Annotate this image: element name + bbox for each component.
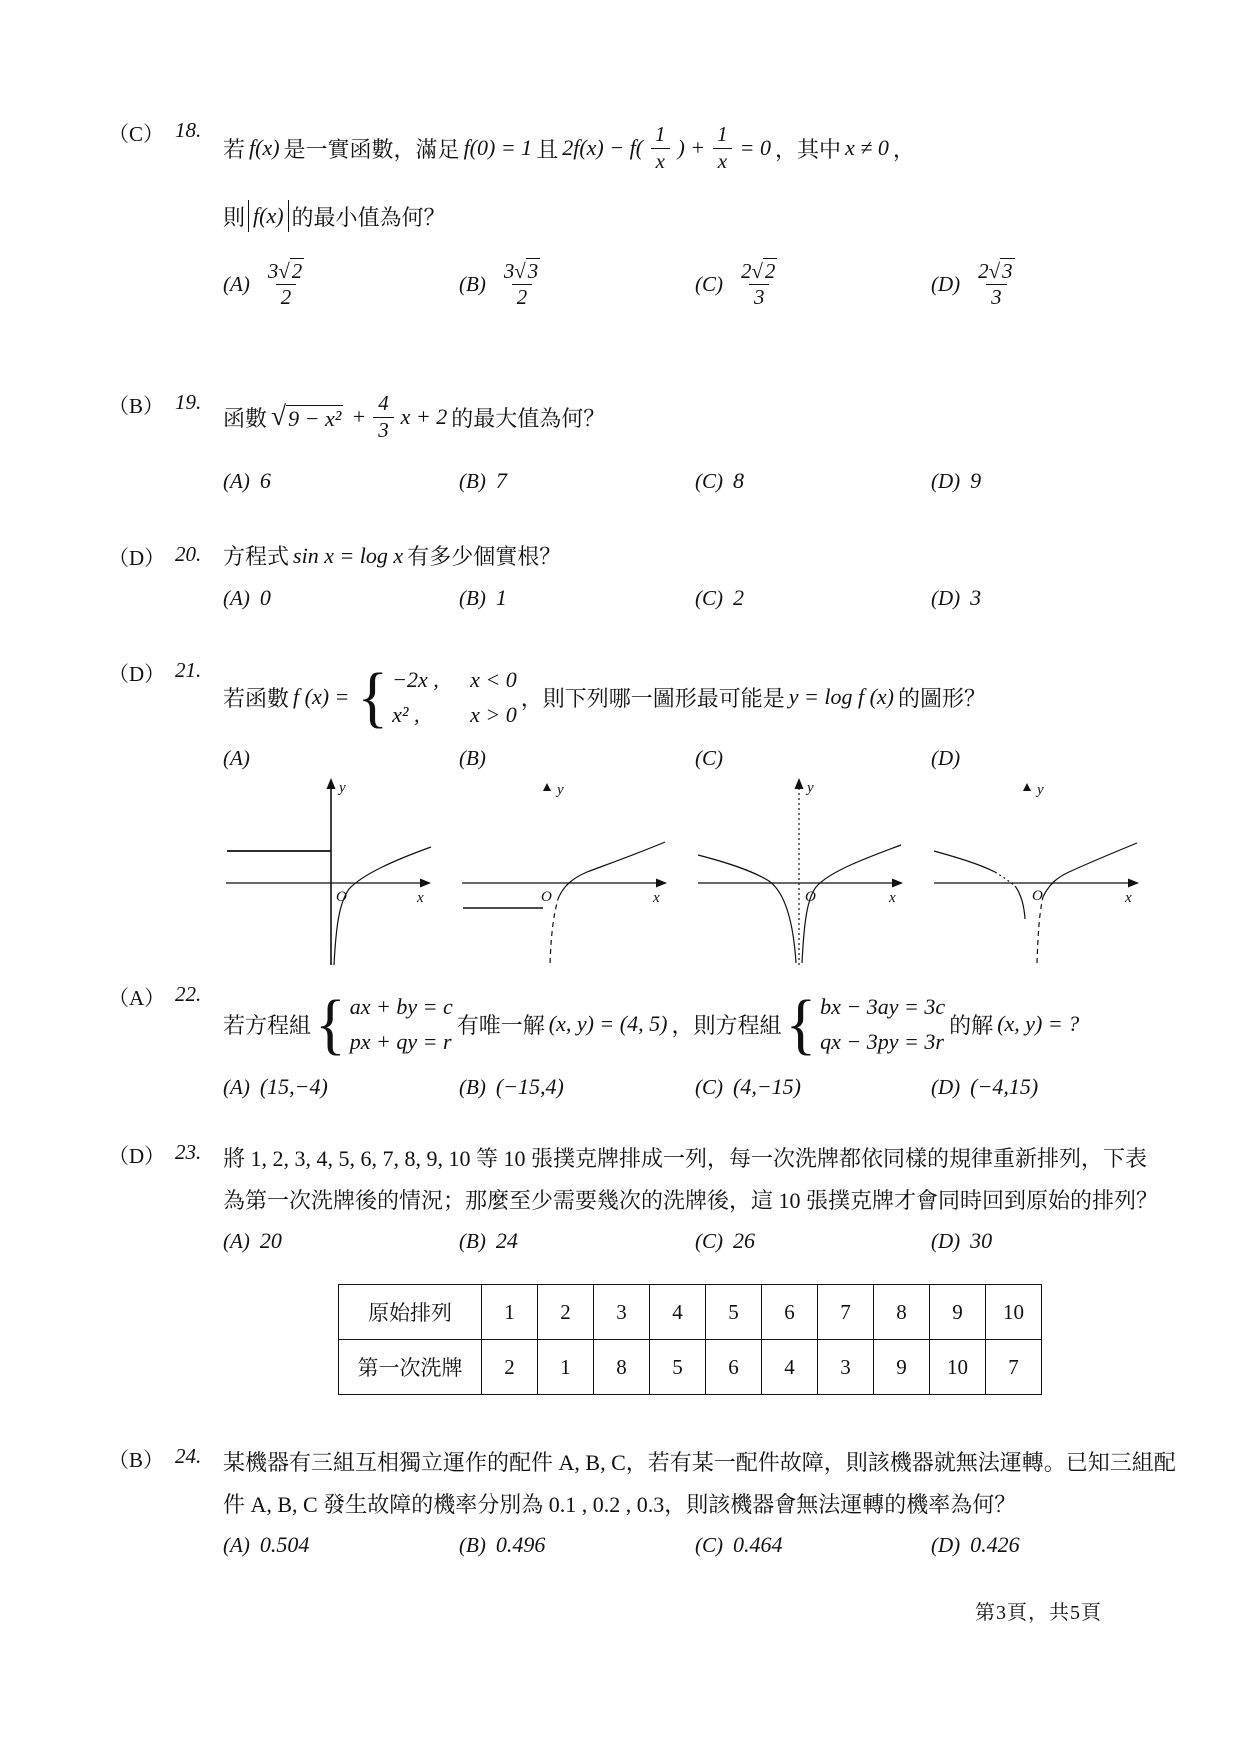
y-axis-arrow bbox=[1023, 783, 1031, 791]
option-value: 20 bbox=[259, 1228, 282, 1253]
log-curve bbox=[334, 847, 431, 965]
row-label: 原始排列 bbox=[339, 1285, 482, 1340]
equation: bx − 3ay = 3c bbox=[820, 993, 946, 1019]
table-cell: 9 bbox=[930, 1285, 986, 1340]
y-axis-arrow bbox=[327, 778, 336, 789]
text-run: ，則方程組 bbox=[671, 1012, 782, 1038]
piecewise-cases bbox=[357, 659, 517, 735]
question-number: 23. bbox=[175, 1140, 202, 1164]
y-axis-label: y bbox=[807, 780, 814, 796]
option-label: (B) bbox=[459, 272, 486, 297]
table-cell: 6 bbox=[762, 1285, 818, 1340]
x-axis-label: x bbox=[417, 890, 424, 906]
math-run: f (x) = bbox=[293, 684, 350, 709]
case-value: −2x , bbox=[392, 666, 439, 692]
numerator bbox=[736, 260, 782, 284]
option-label: (C) bbox=[695, 1074, 723, 1099]
text-run: 的最小值為何？ bbox=[291, 204, 446, 230]
shuffle-table bbox=[338, 1284, 1042, 1395]
table-cell: 4 bbox=[762, 1340, 818, 1395]
denominator: x bbox=[651, 148, 670, 173]
case-value: x² , bbox=[392, 701, 420, 727]
case-condition: x > 0 bbox=[470, 701, 517, 727]
option-b bbox=[459, 260, 695, 310]
table-cell: 5 bbox=[706, 1285, 762, 1340]
table-cell: 6 bbox=[706, 1340, 762, 1395]
math-run: (x, y) = (4, 5) bbox=[548, 1011, 668, 1036]
graph-option-a bbox=[223, 775, 459, 973]
answer-key: （C） bbox=[108, 122, 165, 146]
option-label: (D) bbox=[931, 1228, 961, 1253]
option-label: (C) bbox=[695, 585, 723, 610]
options-row bbox=[223, 1532, 1176, 1558]
option-label: (A) bbox=[223, 585, 250, 610]
option-label: (A) bbox=[223, 272, 250, 297]
option-b bbox=[459, 585, 695, 611]
fraction bbox=[736, 260, 782, 310]
option-label: (C) bbox=[695, 1532, 723, 1557]
fraction bbox=[499, 260, 545, 310]
denominator: 2 bbox=[512, 284, 532, 309]
denominator: x bbox=[713, 148, 732, 173]
option-value: (15,−4) bbox=[259, 1074, 328, 1099]
right-branch-curve bbox=[802, 845, 901, 963]
table-cell: 3 bbox=[818, 1340, 874, 1395]
option-value: 0.496 bbox=[495, 1532, 546, 1557]
graph-option-b bbox=[459, 775, 695, 973]
text-run: 是一實函數，滿足 bbox=[283, 136, 460, 162]
text-run: 則 bbox=[223, 204, 246, 230]
option-label: (C) bbox=[695, 468, 723, 493]
math-run: + bbox=[351, 404, 367, 429]
option-value: 7 bbox=[495, 468, 507, 493]
equation: qx − 3py = 3r bbox=[820, 1028, 944, 1054]
question-24 bbox=[108, 1442, 1176, 1558]
x-axis-label: x bbox=[889, 890, 896, 906]
graph-label-c: (C) bbox=[695, 746, 723, 770]
text-run: 方程式 bbox=[223, 544, 290, 569]
option-c bbox=[695, 260, 931, 310]
right-branch-dashed bbox=[1037, 897, 1043, 963]
text-run: 有多少個實根？ bbox=[407, 544, 562, 569]
y-axis-arrow bbox=[795, 778, 804, 789]
table-cell: 8 bbox=[874, 1285, 930, 1340]
numerator bbox=[263, 260, 309, 284]
graph-option-c bbox=[695, 775, 931, 973]
option-d bbox=[931, 1074, 1167, 1100]
option-value: (−15,4) bbox=[495, 1074, 564, 1099]
text-run: 且 bbox=[536, 136, 559, 162]
table-cell: 10 bbox=[986, 1285, 1042, 1340]
graph-label-d: (D) bbox=[931, 746, 961, 770]
origin-label: O bbox=[1032, 888, 1043, 904]
question-number: 22. bbox=[175, 982, 202, 1006]
option-label: (C) bbox=[695, 272, 723, 297]
math-run: (x, y) = ? bbox=[997, 1011, 1080, 1036]
option-b bbox=[459, 1074, 695, 1100]
answer-key: （B） bbox=[108, 1448, 165, 1472]
denominator: 3 bbox=[749, 284, 769, 309]
radical-expression bbox=[267, 401, 347, 433]
fraction bbox=[263, 260, 309, 310]
question-20 bbox=[108, 540, 1168, 611]
y-axis-arrow bbox=[543, 783, 551, 791]
options-row bbox=[223, 260, 1168, 310]
row-label: 第一次洗牌 bbox=[339, 1340, 482, 1395]
math-run: f(0) = 1 bbox=[463, 135, 533, 160]
coefficient: 3√ bbox=[503, 259, 526, 283]
table-cell: 2 bbox=[538, 1285, 594, 1340]
option-value: 2 bbox=[733, 585, 744, 610]
option-a bbox=[223, 260, 459, 310]
option-label: (A) bbox=[223, 1074, 250, 1099]
system-rows bbox=[350, 994, 453, 1055]
question-text bbox=[223, 116, 1168, 180]
coefficient: 3√ bbox=[267, 259, 290, 283]
question-text-line-1: 將 1, 2, 3, 4, 5, 6, 7, 8, 9, 10 等 10 張撲克牌排成一列，每一次洗牌都依同樣的規律重新排列，下表 bbox=[223, 1146, 1148, 1171]
radicand: 3 bbox=[1002, 259, 1013, 283]
table-cell: 1 bbox=[538, 1340, 594, 1395]
question-text bbox=[223, 980, 1168, 1068]
fraction bbox=[712, 123, 732, 173]
option-label: (B) bbox=[459, 468, 486, 493]
option-b bbox=[459, 1532, 695, 1558]
text-run: 的圖形？ bbox=[898, 685, 987, 711]
equation: px + qy = r bbox=[349, 1028, 452, 1054]
option-label: (A) bbox=[223, 468, 250, 493]
table-cell: 1 bbox=[482, 1285, 538, 1340]
option-label: (B) bbox=[459, 1074, 486, 1099]
option-label: (D) bbox=[931, 1532, 961, 1557]
left-brace: { bbox=[785, 986, 817, 1062]
question-text bbox=[223, 656, 1168, 738]
math-run: f(x) bbox=[249, 135, 280, 160]
option-c bbox=[695, 1074, 931, 1100]
table-cell: 7 bbox=[986, 1340, 1042, 1395]
option-a bbox=[223, 1074, 459, 1100]
table-cell: 2 bbox=[482, 1340, 538, 1395]
option-label: (D) bbox=[931, 468, 961, 493]
table-cell: 5 bbox=[650, 1340, 706, 1395]
coefficient: 2√ bbox=[741, 259, 763, 283]
left-branch-curve bbox=[698, 855, 796, 963]
table-cell: 8 bbox=[594, 1340, 650, 1395]
numerator: 1 bbox=[655, 122, 666, 147]
left-brace: { bbox=[357, 659, 389, 735]
options-row bbox=[223, 585, 1168, 611]
answer-key: （D） bbox=[108, 1144, 166, 1168]
option-label: (A) bbox=[223, 1228, 250, 1253]
question-number: 20. bbox=[175, 542, 202, 566]
math-run: sin x = log x bbox=[293, 542, 404, 568]
options-row bbox=[223, 468, 1168, 494]
right-branch-curve bbox=[1043, 843, 1137, 897]
table-cell: 10 bbox=[930, 1340, 986, 1395]
table-cell: 3 bbox=[594, 1285, 650, 1340]
radicand: 2 bbox=[291, 259, 303, 283]
case-rows bbox=[392, 667, 517, 728]
option-label: (D) bbox=[931, 272, 961, 297]
option-value: 0.464 bbox=[733, 1532, 783, 1557]
options-row bbox=[223, 1228, 1168, 1254]
question-22 bbox=[108, 980, 1168, 1100]
answer-key: （D） bbox=[108, 546, 166, 570]
option-value: 6 bbox=[259, 468, 271, 493]
option-d bbox=[931, 260, 1167, 310]
table-cell: 4 bbox=[650, 1285, 706, 1340]
text-run: 若函數 bbox=[223, 685, 290, 711]
option-d bbox=[931, 1228, 1167, 1254]
text-run: 的最大值為何？ bbox=[451, 405, 606, 431]
origin-label: O bbox=[805, 889, 816, 905]
question-text-line-1: 某機器有三組互相獨立運作的配件 A, B, C，若有某一配件故障，則該機器就無法運轉。已知三組配 bbox=[223, 1450, 1176, 1475]
graph-label-a: (A) bbox=[223, 746, 250, 770]
graphs-row bbox=[223, 775, 1168, 973]
answer-key: （B） bbox=[108, 394, 165, 418]
case-row bbox=[392, 667, 517, 693]
radical-sign: √ bbox=[271, 400, 287, 431]
option-value: 9 bbox=[970, 468, 982, 493]
option-label: (D) bbox=[931, 1074, 961, 1099]
option-d bbox=[931, 468, 1167, 494]
graph-label-b: (B) bbox=[459, 746, 486, 770]
graph-labels-row bbox=[223, 746, 1168, 771]
fraction bbox=[650, 123, 670, 173]
option-value: 1 bbox=[495, 585, 507, 610]
option-a bbox=[223, 468, 459, 494]
x-axis-arrow bbox=[420, 879, 431, 888]
option-value: 30 bbox=[970, 1228, 993, 1253]
option-value: (−4,15) bbox=[970, 1074, 1039, 1099]
text-run: 有唯一解 bbox=[456, 1012, 545, 1038]
numerator bbox=[499, 260, 545, 284]
options-row bbox=[223, 1074, 1168, 1100]
option-label: (B) bbox=[459, 1532, 486, 1557]
denominator: 3 bbox=[986, 284, 1006, 309]
math-run: = 0 bbox=[739, 135, 771, 160]
option-value: 0.426 bbox=[970, 1532, 1020, 1557]
math-run: ) + bbox=[677, 135, 706, 160]
answer-key: （D） bbox=[108, 662, 166, 686]
equation-system bbox=[315, 986, 453, 1062]
text-run: 函數 bbox=[223, 405, 268, 431]
math-run: y = log f (x) bbox=[788, 684, 895, 709]
origin-label: O bbox=[336, 889, 347, 905]
x-axis-label: x bbox=[1125, 890, 1132, 906]
option-d bbox=[931, 585, 1167, 611]
equation-system bbox=[785, 986, 946, 1062]
y-axis-label: y bbox=[1037, 782, 1044, 798]
x-axis-arrow bbox=[656, 879, 667, 888]
x-axis-label: x bbox=[653, 890, 660, 906]
question-text-line-2: 為第一次洗牌後的情況；那麼至少需要幾次的洗牌後，這 10 張撲克牌才會同時回到原始的排列？ bbox=[223, 1188, 1159, 1213]
option-value: 26 bbox=[733, 1228, 755, 1253]
table-row-original bbox=[339, 1285, 1042, 1340]
option-value: 8 bbox=[733, 468, 744, 493]
question-23 bbox=[108, 1138, 1168, 1395]
option-c bbox=[695, 1532, 931, 1558]
text-run: 若 bbox=[223, 136, 246, 162]
option-label: (C) bbox=[695, 1228, 723, 1253]
page-footer: 第3頁，共5頁 bbox=[975, 1602, 1102, 1624]
text-run: ， bbox=[892, 136, 915, 162]
math-run: 2f(x) − f( bbox=[562, 135, 644, 160]
origin-label: O bbox=[541, 889, 552, 905]
option-value: (4,−15) bbox=[733, 1074, 801, 1099]
math-run: x ≠ 0 bbox=[844, 135, 889, 160]
coefficient: 2√ bbox=[978, 259, 1001, 283]
text-run: ，則下列哪一圖形最可能是 bbox=[520, 685, 785, 711]
graph-option-d bbox=[931, 775, 1167, 973]
text-run: 的解 bbox=[949, 1012, 994, 1038]
option-label: (A) bbox=[223, 1532, 250, 1557]
radicand: 3 bbox=[527, 259, 539, 283]
numerator: 4 bbox=[378, 391, 389, 416]
question-number: 18. bbox=[175, 118, 202, 142]
x-axis-arrow bbox=[892, 879, 903, 888]
table-row-after-shuffle bbox=[339, 1340, 1042, 1395]
log-curve-dashed bbox=[550, 899, 558, 963]
left-branch-curve bbox=[934, 851, 995, 872]
question-number: 21. bbox=[175, 658, 202, 682]
answer-key: （A） bbox=[108, 986, 166, 1010]
system-rows bbox=[820, 994, 945, 1055]
question-text-line-2: 件 A, B, C 發生故障的機率分別為 0.1 , 0.2 , 0.3，則該機器會無法運轉的機率為何？ bbox=[223, 1492, 1017, 1517]
question-19 bbox=[108, 388, 1168, 494]
option-a bbox=[223, 1228, 459, 1254]
question-number: 24. bbox=[175, 1444, 202, 1468]
text-run: 若方程組 bbox=[223, 1012, 312, 1038]
option-c bbox=[695, 1228, 931, 1254]
option-label: (D) bbox=[931, 585, 961, 610]
option-value: 24 bbox=[495, 1228, 518, 1253]
radicand: 2 bbox=[764, 259, 776, 283]
fraction bbox=[973, 260, 1019, 310]
table-cell: 7 bbox=[818, 1285, 874, 1340]
question-text bbox=[223, 196, 1168, 236]
fraction bbox=[373, 392, 393, 442]
equation: ax + by = c bbox=[349, 993, 453, 1019]
option-value: 3 bbox=[970, 585, 982, 610]
option-value: 0 bbox=[259, 585, 271, 610]
radicand: 9 − x² bbox=[288, 406, 342, 431]
option-b bbox=[459, 1228, 695, 1254]
option-d bbox=[931, 1532, 1167, 1558]
question-text bbox=[223, 540, 1168, 571]
absolute-value: f(x) bbox=[248, 200, 289, 232]
table-cell: 9 bbox=[874, 1340, 930, 1395]
option-c bbox=[695, 585, 931, 611]
left-branch-dotted bbox=[995, 872, 1015, 886]
numerator: 1 bbox=[717, 122, 728, 147]
option-value: 0.504 bbox=[259, 1532, 310, 1557]
x-axis-arrow bbox=[1128, 879, 1139, 888]
question-number: 19. bbox=[175, 390, 202, 414]
option-a bbox=[223, 1532, 459, 1558]
option-c bbox=[695, 468, 931, 494]
text-run: ，其中 bbox=[774, 136, 841, 162]
option-b bbox=[459, 468, 695, 494]
math-run: x + 2 bbox=[400, 404, 448, 429]
y-axis-label: y bbox=[557, 782, 564, 798]
left-brace: { bbox=[315, 986, 346, 1062]
left-branch-drop bbox=[1015, 886, 1025, 919]
option-label: (B) bbox=[459, 1228, 486, 1253]
log-curve bbox=[558, 842, 665, 899]
option-label: (B) bbox=[459, 585, 486, 610]
question-18 bbox=[108, 116, 1168, 310]
option-a bbox=[223, 585, 459, 611]
denominator: 3 bbox=[373, 417, 393, 442]
denominator: 2 bbox=[276, 284, 296, 309]
numerator bbox=[973, 260, 1019, 284]
case-condition: x < 0 bbox=[470, 666, 517, 692]
question-text bbox=[223, 388, 1168, 446]
case-row bbox=[392, 702, 517, 728]
question-21 bbox=[108, 656, 1168, 973]
y-axis-label: y bbox=[339, 780, 346, 796]
